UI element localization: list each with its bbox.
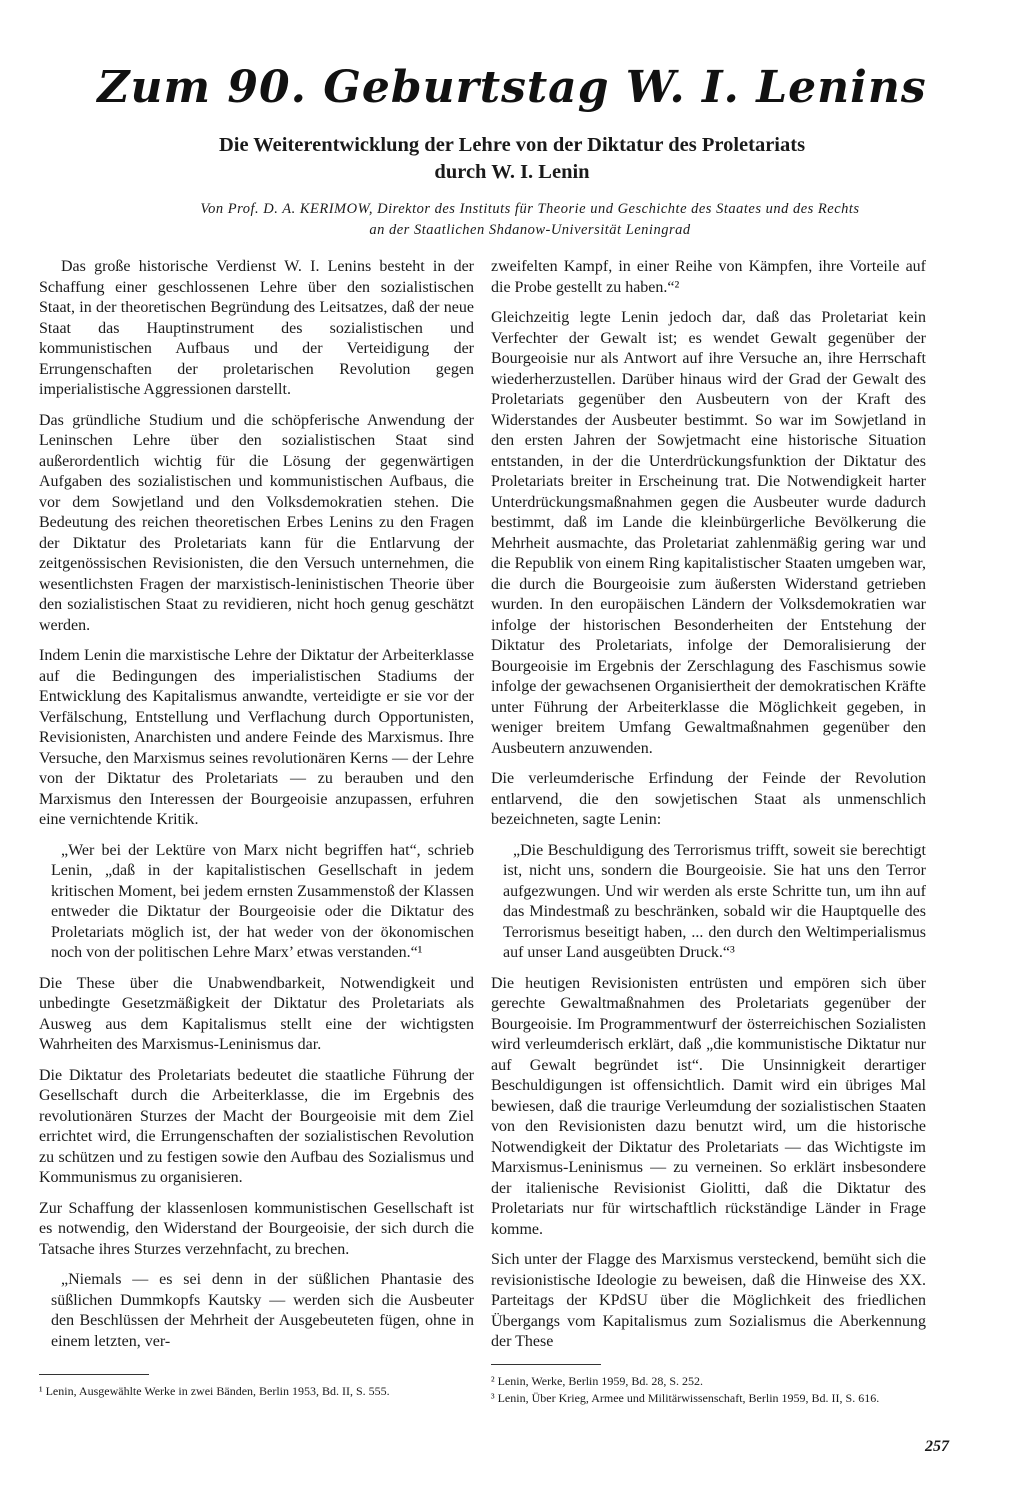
paragraph: Zur Schaffung der klassenlosen kommunistischen Gesellschaft ist es notwendig, den Widerstand der Bourgeoisie, der sich durch die Tatsache ihres Sturzes verzehnfacht, zu brechen. [39, 1199, 474, 1258]
headline: Zum 90. Geburtstag W. I. Lenins [97, 62, 927, 113]
footnotes-left [39, 1383, 474, 1400]
paragraph: Indem Lenin die marxistische Lehre der Diktatur der Arbeiterklasse auf die Bedingungen des imperialistischen Stadiums der Entwicklung des Kapitalismus anwandte, verteidigte er sie vor der Verfälschung, Entstellung und Verflachung durch Opportunisten, Revisionisten, Anarchisten und andere Feinde des Marxismus. Ihre Versuche, den Marxismus seines revolutionären Kerns — der Lehre von der Diktatur des Proletariats — zu berauben und den Marxismus den Interessen der Bourgeoisie anzupassen, erfuhren eine vernichtende Kritik. [39, 647, 474, 828]
left-column [39, 257, 474, 1362]
quote-paragraph: „Niemals — es sei denn in der süßlichen Phantasie des süßlichen Dummkopfs Kautsky — werden sich die Ausbeuter den Beschlüssen der Mehrheit der Ausgebeuteten fügen, ohne in einem letzten, ver- [51, 1271, 474, 1350]
paragraph: Die Diktatur des Proletariats bedeutet die staatliche Führung der Gesellschaft durch die Arbeiterklasse, die im Ergebnis des revolutionären Sturzes der Macht der Bourgeoisie mit dem Ziel errichtet wird, die Errungenschaften der sozialistischen Revolution zu schützen und zu festigen sowie den Aufbau des Sozialismus und Kommunismus zu organisieren. [39, 1066, 474, 1186]
author-line-1: Von Prof. D. A. KERIMOW, Direktor des Instituts für Theorie und Geschichte des Staates und des Rechts [200, 201, 860, 217]
paragraph: Das gründliche Studium und die schöpferische Anwendung der Leninschen Lehre über den sozialistischen Staat sind außerordentlich wichtig für die Lösung der gegenwärtigen Aufgaben des sozialistischen und kommunistischen Aufbaus, die vor dem Sowjetland und den Volksdemokratien stehen. Die Bedeutung des reichen theoretischen Erbes Lenins zu den Fragen der Diktatur des Proletariats kann für die Entlarvung der zeitgenössischen Revisionisten, die den Versuch unternehmen, die wesentlichsten Fragen der marxistisch-leninistischen Theorie über den sozialistischen Staat zu revidieren, nicht hoch genug geschätzt werden. [39, 411, 474, 634]
paragraph: zweifelten Kampf, in einer Reihe von Kämpfen, ihre Vorteile auf die Probe gestellt zu haben.“² [491, 258, 926, 296]
paragraph: Die These über die Unabwendbarkeit, Notwendigkeit und unbedingte Gesetzmäßigkeit der Diktatur des Proletariats als Ausweg aus dem Kapitalismus stellt eine der wichtigsten Wahrheiten des Marxismus-Leninismus dar. [39, 974, 474, 1053]
footnote-divider [39, 1374, 149, 1375]
page-number: 257 [925, 1438, 949, 1455]
title-line-1: Die Weiterentwicklung der Lehre von der Diktatur des Proletariats [218, 134, 806, 156]
footnote: ² Lenin, Werke, Berlin 1959, Bd. 28, S. 252. [491, 1374, 704, 1388]
paragraph: Das große historische Verdienst W. I. Lenins besteht in der Schaffung einer geschlossenen Lehre über den sozialistischen Staat, in der theoretischen Begründung des Leitsatzes, daß der neue Staat das Hauptinstrument des sozialistischen und kommunistischen Aufbaus und der Verteidigung der Errungenschaften der proletarischen Revolution gegen imperialistische Aggressionen darstellt. [39, 258, 474, 398]
author-line-2: an der Staatlichen Shdanow-Universität Leningrad [369, 222, 691, 238]
paragraph: Gleichzeitig legte Lenin jedoch dar, daß das Proletariat kein Verfechter der Gewalt ist; es wendet Gewalt gegenüber der Bourgeoisie nur als Antwort auf ihre Versuche an, ihre Herrschaft wiederherzustellen. Darüber hinaus wird der Grad der Gewalt des Proletariats gegenüber den Ausbeutern von der Kraft des Widerstandes der Ausbeuter bestimmt. So war im Sowjetland in den ersten Jahren der Sowjetmacht eine historische Situation entstanden, in der die Unterdrückungsfunktion der Diktatur des Proletariats breiter in Erscheinung trat. Die Notwendigkeit harter Unterdrückungsmaßnahmen gegen die Ausbeuter wurde dadurch bestimmt, daß im Lande die kleinbürgerliche Bevölkerung die Mehrheit ausmachte, das Proletariat zahlenmäßig gering war und die Republik von einem Ring kapitalistischer Staaten umgeben war, die durch die Bourgeoisie zum äußersten Widerstand getrieben wurden. In den europäischen Ländern der Volksdemokratien war infolge der historischen Besonderheiten der Entstehung der Diktatur des Proletariats, infolge der Demoralisierung der Bourgeoisie im Ergebnis der Zerschlagung des Faschismus sowie infolge der gewachsenen Organisiertheit der demokratischen Kräfte unter Führung der Arbeiterklasse die Möglichkeit gegeben, in weniger breitem Umfang Gewaltmaßnahmen gegenüber den Ausbeutern anzuwenden. [491, 309, 926, 757]
article-title [130, 132, 894, 186]
footnote: ¹ Lenin, Ausgewählte Werke in zwei Bänden, Berlin 1953, Bd. II, S. 555. [39, 1384, 390, 1398]
right-column [491, 257, 926, 1363]
paragraph: Die heutigen Revisionisten entrüsten und empören sich über gerechte Gewaltmaßnahmen des Proletariats gegenüber der Bourgeoisie. Im Programmentwurf der österreichischen Sozialisten wird verleumderisch erklärt, daß „die kommunistische Diktatur nur auf Gewalt begründet ist“. Die Unsinnigkeit derartiger Beschuldigungen ist offensichtlich. Damit wird ein übriges Mal bewiesen, daß die traurige Verleumdung der sozialistischen Staaten von den Revisionisten dazu benutzt wird, um die historische Notwendigkeit der Diktatur des Proletariats — das Wichtigste im Marxismus-Leninismus — zu verneinen. So erklärt insbesondere der italienische Revisionist Giolitti, daß die Diktatur des Proletariats nur für wirtschaftlich rückständige Länder in Frage komme. [491, 974, 926, 1238]
footnotes-right [491, 1373, 926, 1407]
author-byline [160, 199, 900, 241]
paragraph: Die verleumderische Erfindung der Feinde der Revolution entlarvend, die den sowjetischen Staat als unmenschlich bezeichneten, sagte Lenin: [491, 770, 926, 828]
footnote: ³ Lenin, Über Krieg, Armee und Militärwissenschaft, Berlin 1959, Bd. II, S. 616. [491, 1391, 880, 1405]
quote-paragraph: „Wer bei der Lektüre von Marx nicht begriffen hat“, schrieb Lenin, „daß in der kapitalistischen Gesellschaft in jedem kritischen Moment, bei jedem ernsten Zusammenstoß der Klassen entweder die Diktatur der Bourgeoisie oder die Diktatur des Proletariats möglich ist, der hat weder von der ökonomischen noch von der politischen Lehre Marx’ etwas verstanden.“¹ [51, 841, 475, 961]
footnote-divider [491, 1364, 601, 1365]
title-line-2: durch W. I. Lenin [434, 161, 590, 183]
paragraph: Sich unter der Flagge des Marxismus versteckend, bemüht sich die revisionistische Ideologie zu beweisen, daß die Hinweise des XX. Parteitags der KPdSU über die Möglichkeit des friedlichen Übergangs vom Kapitalismus zum Sozialismus die Aberkennung der These [491, 1251, 926, 1350]
quote-paragraph: „Die Beschuldigung des Terrorismus trifft, soweit sie berechtigt ist, nicht uns, sondern die Bourgeoisie. Sie hat uns den Terror aufgezwungen. Und wir werden als erste Schritte tun, um ihn auf das Mindestmaß zu beschränken, sobald wir die Hauptquelle des Terrorismus beseitigt haben, ... den durch den Weltimperialismus auf unser Land ausgeübten Druck.“³ [503, 841, 926, 961]
